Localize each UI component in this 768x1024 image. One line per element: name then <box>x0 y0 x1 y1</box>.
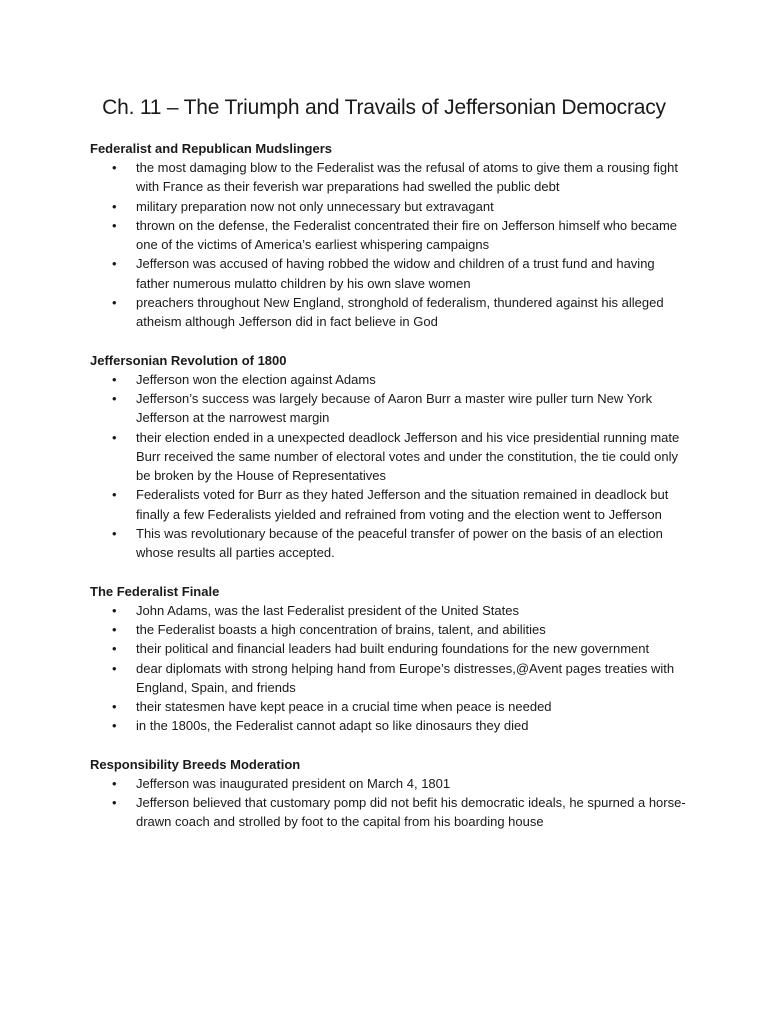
list-item <box>90 370 690 389</box>
list-item <box>90 620 690 639</box>
document-body <box>90 139 690 851</box>
bullet-text: military preparation now not only unnecessary but extravagant <box>136 198 494 214</box>
bullet-text: Jefferson believed that customary pomp did not befit his democratic ideals, he spurned a horse-drawn coach and strolled by foot to the capital from his boarding house <box>136 795 686 830</box>
bullet-text: Jefferson was accused of having robbed the widow and children of a trust fund and having father numerous mulatto children by his own slave women <box>136 256 655 291</box>
bullet-text: Jefferson won the election against Adams <box>136 371 376 387</box>
list-item <box>90 697 690 716</box>
bullet-text: in the 1800s, the Federalist cannot adapt so like dinosaurs they died <box>136 718 529 734</box>
section-heading: The Federalist Finale <box>90 583 220 599</box>
bullet-icon: • <box>112 160 117 175</box>
bullet-icon: • <box>112 718 117 734</box>
list-item <box>90 389 690 428</box>
bullet-icon: • <box>112 217 117 233</box>
bullet-icon: • <box>112 295 117 311</box>
list-item <box>90 197 690 216</box>
bullet-icon: • <box>112 602 117 618</box>
list-item <box>90 524 690 563</box>
bullet-text: John Adams, was the last Federalist president of the United States <box>136 602 519 618</box>
bullet-icon: • <box>112 775 117 791</box>
section-heading: Responsibility Breeds Moderation <box>90 756 301 772</box>
list-item <box>90 428 690 486</box>
bullet-list <box>90 601 690 736</box>
list-item <box>90 716 690 735</box>
section <box>90 139 690 332</box>
bullet-text: the most damaging blow to the Federalist was the refusal of atoms to give them a rousing fight with France as their feverish war preparations had swelled the public debt <box>136 160 678 195</box>
bullet-icon: • <box>112 526 117 542</box>
bullet-text: thrown on the defense, the Federalist concentrated their fire on Jefferson himself who became one of the victims of America’s earliest whispering campaigns <box>136 217 678 253</box>
section <box>90 582 690 736</box>
section-heading: Federalist and Republican Mudslingers <box>90 141 332 156</box>
list-item <box>90 601 690 620</box>
bullet-text: Federalists voted for Burr as they hated Jefferson and the situation remained in deadlock but finally a few Federalists yielded and refrained from voting and the election went to Jefferson <box>136 487 669 522</box>
bullet-text: preachers throughout New England, stronghold of federalism, thundered against his alleged atheism although Jefferson did in fact believe in God <box>136 295 664 330</box>
section <box>90 755 690 832</box>
list-item <box>90 485 690 524</box>
section-heading: Jeffersonian Revolution of 1800 <box>90 352 287 368</box>
bullet-icon: • <box>112 699 117 715</box>
bullet-text: their election ended in a unexpected deadlock Jefferson and his vice presidential running mate Burr received the same number of electoral votes and under the constitution, the tie could only be broken by the House of Representatives <box>136 429 680 484</box>
bullet-list <box>90 158 690 332</box>
list-item <box>90 216 690 255</box>
list-item <box>90 158 690 197</box>
bullet-icon: • <box>112 487 117 503</box>
bullet-list <box>90 370 690 563</box>
page-title: Ch. 11 – The Triumph and Travails of Jeffersonian Democracy <box>102 96 666 119</box>
bullet-icon: • <box>112 198 117 214</box>
bullet-icon: • <box>112 795 117 811</box>
bullet-icon: • <box>112 371 117 387</box>
list-item <box>90 793 690 832</box>
bullet-icon: • <box>112 390 117 406</box>
bullet-icon: • <box>112 641 117 657</box>
bullet-text: dear diplomats with strong helping hand from Europe’s distresses,@Avent pages treaties with England, Spain, and friends <box>136 660 675 695</box>
bullet-list <box>90 774 690 832</box>
list-item <box>90 293 690 332</box>
list-item <box>90 639 690 658</box>
bullet-text: This was revolutionary because of the peaceful transfer of power on the basis of an election whose results all parties accepted. <box>136 526 663 561</box>
bullet-text: Jefferson’s success was largely because of Aaron Burr a master wire puller turn New York Jefferson at the narrowest margin <box>136 390 653 426</box>
bullet-icon: • <box>112 660 117 676</box>
bullet-icon: • <box>112 429 117 445</box>
section <box>90 351 690 563</box>
bullet-icon: • <box>112 256 117 272</box>
bullet-text: Jefferson was inaugurated president on March 4, 1801 <box>136 775 451 791</box>
bullet-text: their political and financial leaders had built enduring foundations for the new government <box>136 641 650 657</box>
bullet-text: their statesmen have kept peace in a crucial time when peace is needed <box>136 699 552 715</box>
list-item <box>90 774 690 793</box>
list-item <box>90 254 690 293</box>
list-item <box>90 659 690 698</box>
bullet-text: the Federalist boasts a high concentration of brains, talent, and abilities <box>136 621 546 637</box>
bullet-icon: • <box>112 621 117 637</box>
